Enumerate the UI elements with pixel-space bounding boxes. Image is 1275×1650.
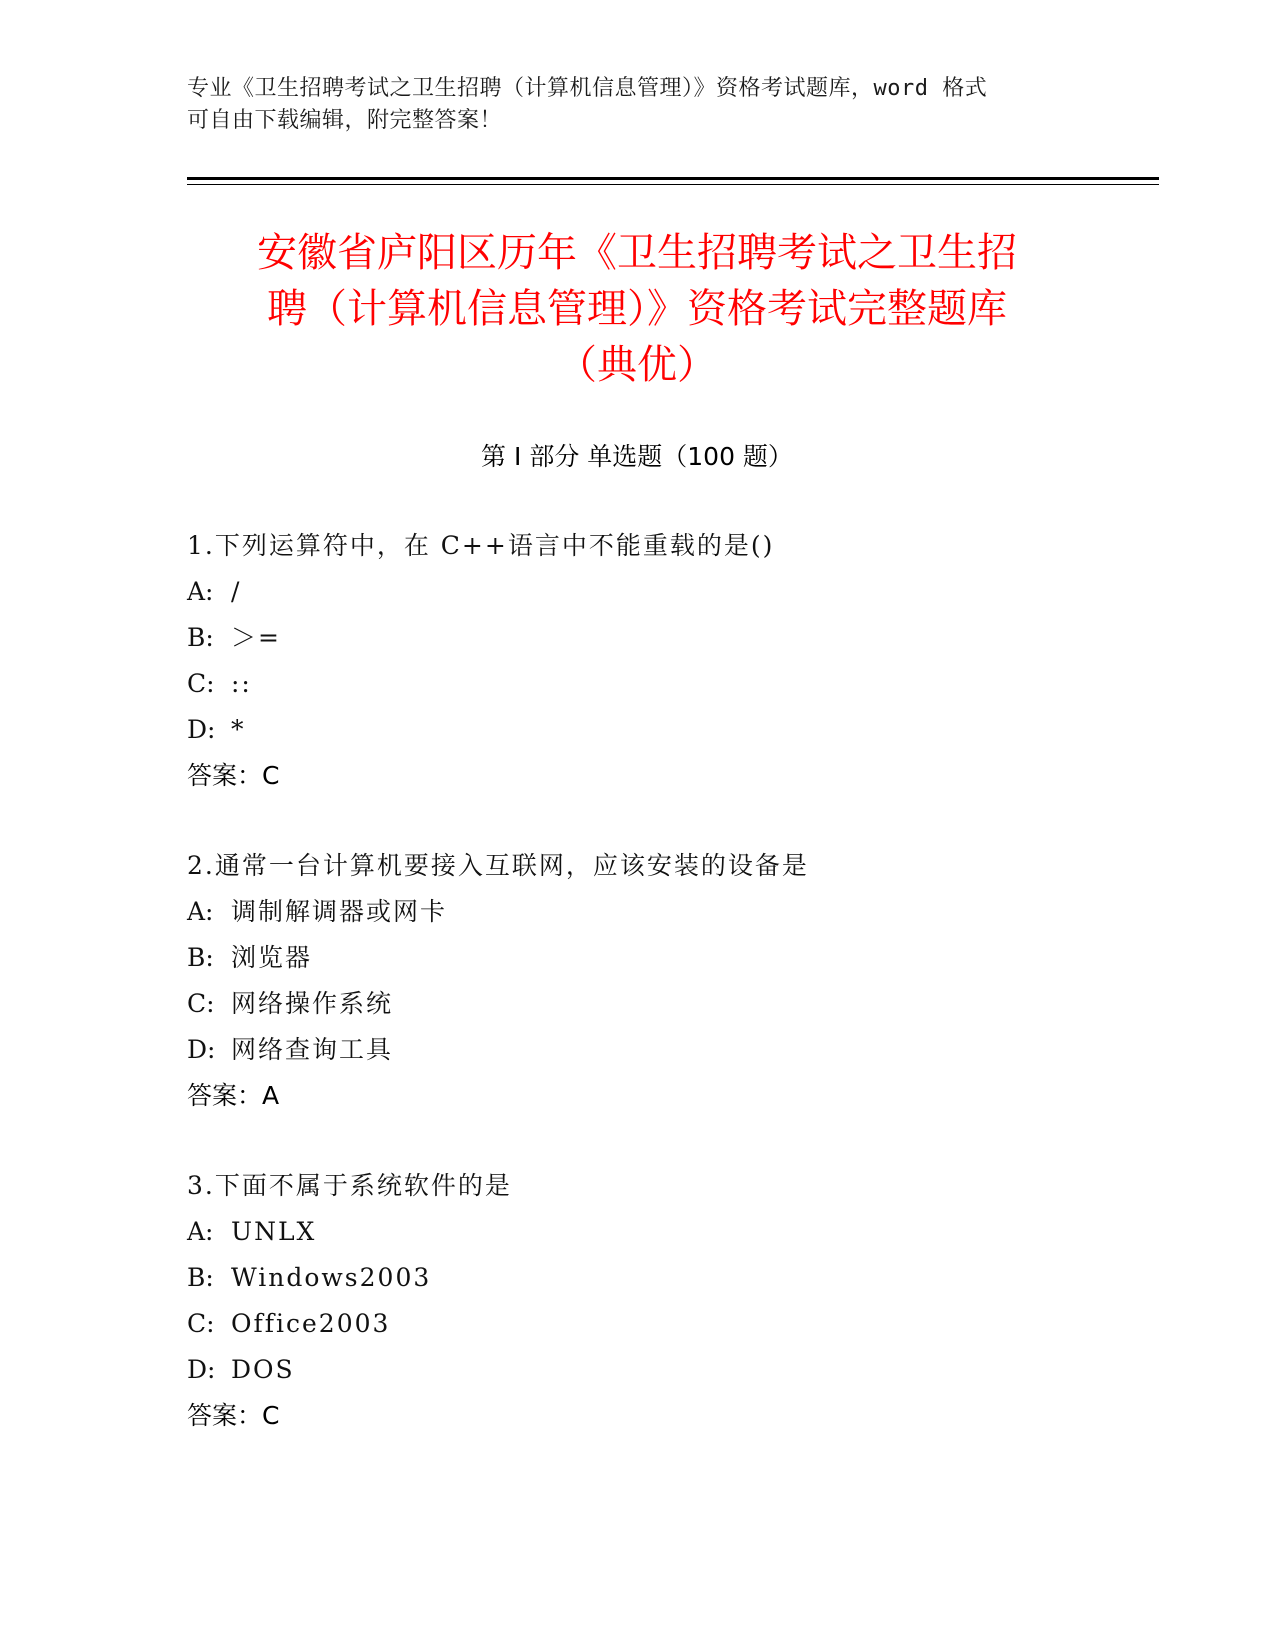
- question-3: [187, 1163, 1087, 1439]
- answer-line: 答案：C: [187, 1401, 280, 1430]
- option-key: C:: [187, 669, 215, 698]
- option-text: Windows2003: [231, 1263, 432, 1292]
- option-d: [187, 1027, 1087, 1073]
- answer-line: 答案：A: [187, 1081, 280, 1110]
- question-stem: 1.下列运算符中，在 C++语言中不能重载的是(): [187, 531, 775, 560]
- option-a: [187, 569, 1087, 615]
- document-title-line-2: 聘（计算机信息管理）》资格考试完整题库: [267, 286, 1007, 332]
- question-1: [187, 523, 1087, 799]
- question-stem: 2.通常一台计算机要接入互联网，应该安装的设备是: [187, 851, 809, 880]
- option-key: A:: [187, 1217, 214, 1246]
- header-divider-thick: [187, 177, 1159, 180]
- option-text: Office2003: [231, 1309, 391, 1338]
- option-text: ＞=: [231, 623, 281, 652]
- option-key: D:: [187, 1355, 216, 1384]
- option-key: B:: [187, 1263, 214, 1292]
- option-text: 调制解调器或网卡: [231, 897, 448, 926]
- option-text: UNLX: [231, 1217, 317, 1246]
- option-key: D:: [187, 1035, 216, 1064]
- document-title-line-3: （典优）: [557, 342, 717, 388]
- option-d: [187, 1347, 1087, 1393]
- option-text: /: [231, 577, 242, 606]
- option-a: [187, 1209, 1087, 1255]
- header-note-line-1: 专业《卫生招聘考试之卫生招聘（计算机信息管理）》资格考试题库，word 格式: [187, 76, 988, 101]
- option-b: [187, 935, 1087, 981]
- section-title: 第 I 部分 单选题（100 题）: [481, 442, 793, 471]
- option-text: *: [231, 715, 246, 744]
- option-c: [187, 661, 1087, 707]
- option-key: B:: [187, 943, 214, 972]
- option-b: [187, 1255, 1087, 1301]
- document-title: [187, 225, 1087, 393]
- option-text: 网络查询工具: [231, 1035, 394, 1064]
- document-title-line-1: 安徽省庐阳区历年《卫生招聘考试之卫生招: [257, 230, 1017, 276]
- option-c: [187, 981, 1087, 1027]
- option-text: 浏览器: [231, 943, 313, 972]
- header-note-line-2: 可自由下载编辑，附完整答案！: [187, 108, 503, 133]
- option-text: 网络操作系统: [231, 989, 394, 1018]
- option-b: [187, 615, 1087, 661]
- answer-line: 答案：C: [187, 761, 280, 790]
- option-key: D:: [187, 715, 216, 744]
- option-d: [187, 707, 1087, 753]
- question-2: [187, 843, 1087, 1119]
- header-divider-thin: [187, 184, 1159, 185]
- option-text: ::: [231, 669, 252, 698]
- option-c: [187, 1301, 1087, 1347]
- option-a: [187, 889, 1087, 935]
- option-key: A:: [187, 577, 214, 606]
- option-key: A:: [187, 897, 214, 926]
- header-note: [187, 73, 1067, 137]
- option-key: C:: [187, 1309, 215, 1338]
- question-stem: 3.下面不属于系统软件的是: [187, 1171, 512, 1200]
- option-key: C:: [187, 989, 215, 1018]
- option-key: B:: [187, 623, 214, 652]
- option-text: DOS: [231, 1355, 295, 1384]
